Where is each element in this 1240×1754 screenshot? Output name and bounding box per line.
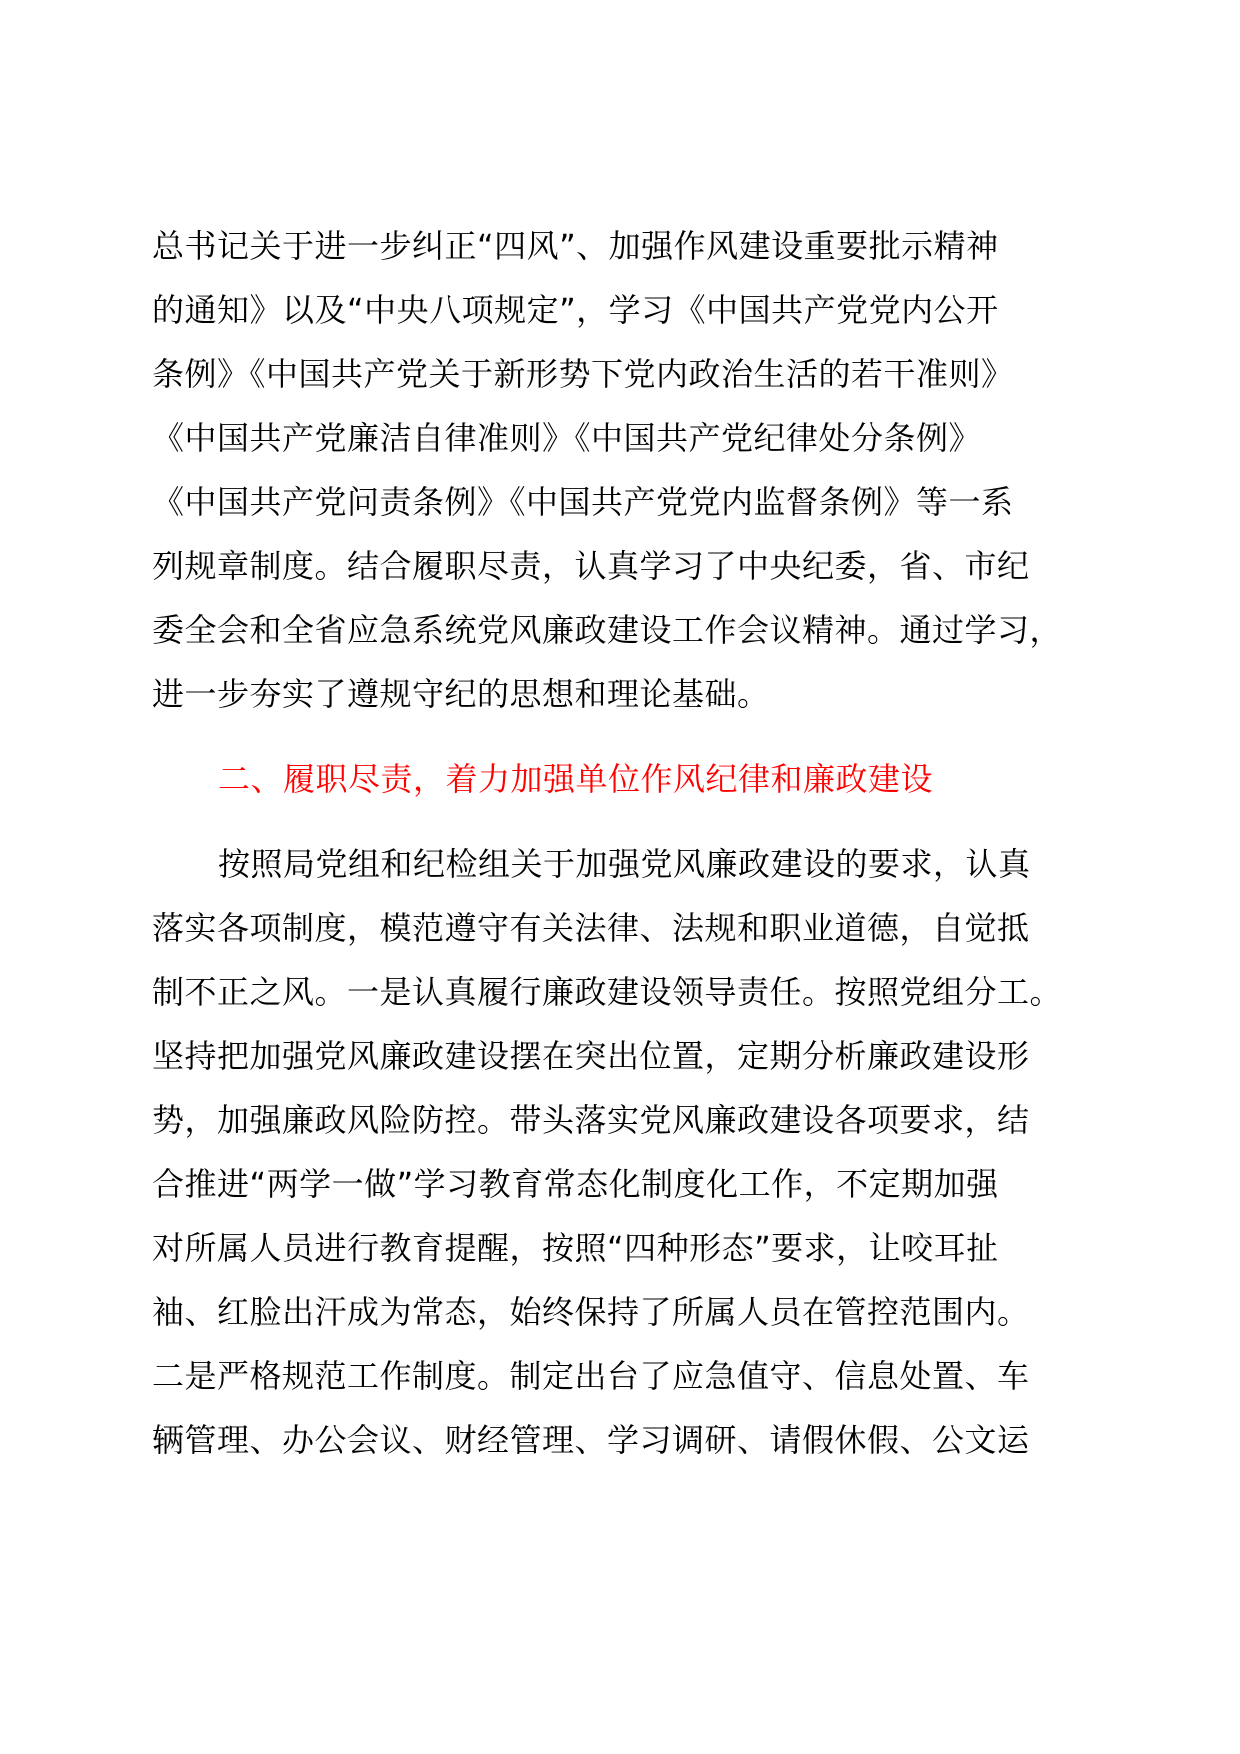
paragraph-1-line: 《中国共产党廉洁自律准则》《中国共产党纪律处分条例》 (152, 419, 982, 457)
paragraph-1-line: 进一步夯实了遵规守纪的思想和理论基础。 (152, 675, 770, 713)
paragraph-1-line: 的通知》以及“中央八项规定”，学习《中国共产党党内公开 (152, 291, 999, 329)
paragraph-1-line: 条例》《中国共产党关于新形势下党内政治生活的若干准则》 (152, 355, 1014, 393)
paragraph-2-line: 袖、红脸出汗成为常态，始终保持了所属人员在管控范围内。 (152, 1293, 1030, 1331)
paragraph-2-line: 制不正之风。一是认真履行廉政建设领导责任。按照党组分工。 (152, 973, 1063, 1011)
section-heading: 二、履职尽责，着力加强单位作风纪律和廉政建设 (218, 760, 934, 798)
paragraph-1-line: 《中国共产党问责条例》《中国共产党党内监督条例》等一系 (152, 483, 1014, 521)
paragraph-2-line: 辆管理、办公会议、财经管理、学习调研、请假休假、公文运 (152, 1421, 1030, 1459)
paragraph-2-line: 二是严格规范工作制度。制定出台了应急值守、信息处置、车 (152, 1357, 1030, 1395)
paragraph-2-line: 落实各项制度，模范遵守有关法律、法规和职业道德，自觉抵 (152, 909, 1030, 947)
paragraph-1-line: 总书记关于进一步纠正“四风”、加强作风建设重要批示精神 (152, 227, 999, 265)
paragraph-2-line: 对所属人员进行教育提醒，按照“四种形态”要求，让咬耳扯 (152, 1229, 999, 1267)
paragraph-1-line: 列规章制度。结合履职尽责，认真学习了中央纪委，省、市纪 (152, 547, 1030, 585)
paragraph-2-line: 坚持把加强党风廉政建设摆在突出位置，定期分析廉政建设形 (152, 1037, 1030, 1075)
paragraph-2-line: 合推进“两学一做”学习教育常态化制度化工作，不定期加强 (152, 1165, 999, 1203)
paragraph-2-line: 按照局党组和纪检组关于加强党风廉政建设的要求，认真 (218, 845, 1031, 883)
paragraph-2-line: 势，加强廉政风险防控。带头落实党风廉政建设各项要求，结 (152, 1101, 1030, 1139)
paragraph-1-line: 委全会和全省应急系统党风廉政建设工作会议精神。通过学习， (152, 611, 1063, 649)
